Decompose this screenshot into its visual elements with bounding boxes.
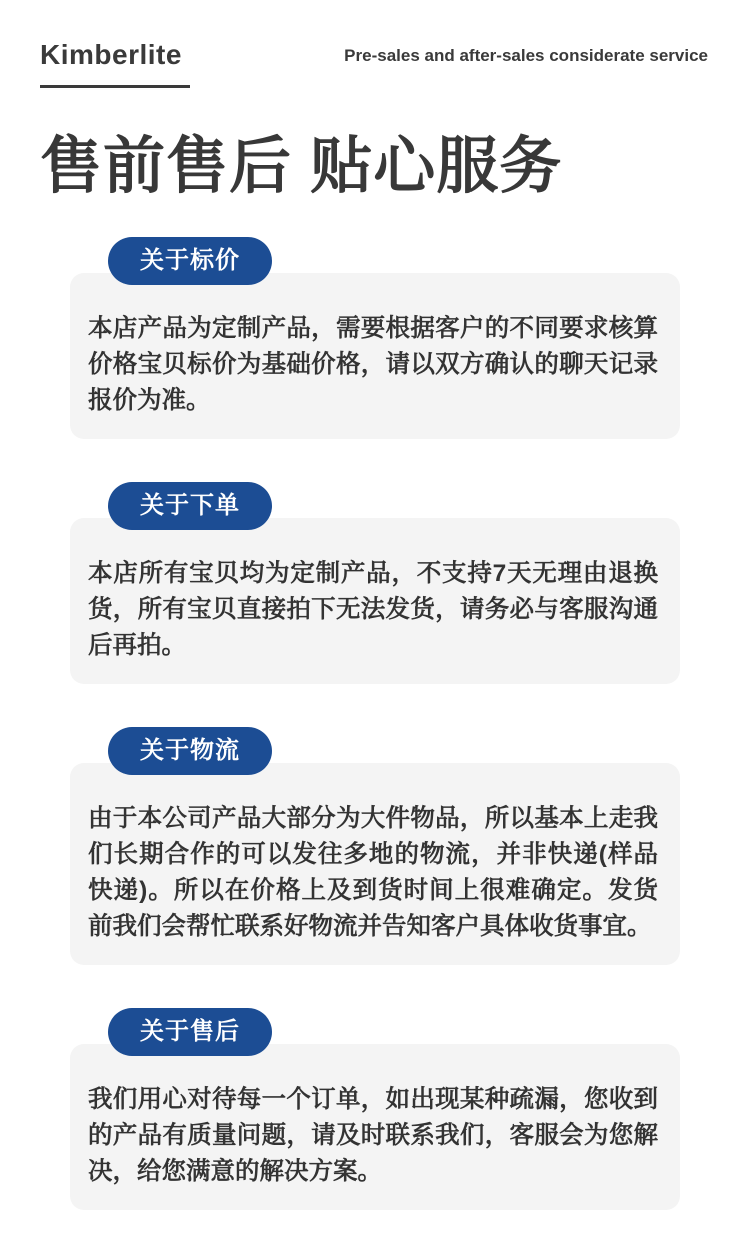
section-pricing-body: 本店产品为定制产品，需要根据客户的不同要求核算价格宝贝标价为基础价格，请以双方确认的聊天记录报价为准。 bbox=[88, 315, 658, 414]
section-ordering-panel bbox=[70, 518, 680, 684]
section-ordering bbox=[70, 482, 680, 684]
section-logistics-panel bbox=[70, 763, 680, 965]
section-ordering-badge: 关于下单 bbox=[108, 482, 272, 530]
section-aftersales-panel bbox=[70, 1044, 680, 1210]
section-logistics bbox=[70, 727, 680, 965]
section-logistics-badge: 关于物流 bbox=[108, 727, 272, 775]
section-pricing-badge: 关于标价 bbox=[108, 237, 272, 285]
section-ordering-body: 本店所有宝贝均为定制产品，不支持7天无理由退换货，所有宝贝直接拍下无法发货，请务必与客服沟通后再拍。 bbox=[88, 560, 658, 659]
section-logistics-body: 由于本公司产品大部分为大件物品，所以基本上走我们长期合作的可以发往多地的物流，并非快递(样品快递)。所以在价格上及到货时间上很难确定。发货前我们会帮忙联系好物流并告知客户具体收货事宜。 bbox=[88, 805, 658, 940]
section-aftersales-body: 我们用心对待每一个订单，如出现某种疏漏，您收到的产品有质量问题，请及时联系我们，客服会为您解决，给您满意的解决方案。 bbox=[88, 1086, 658, 1185]
brand-underline bbox=[40, 85, 190, 88]
page-title: 售前售后 贴心服务 bbox=[40, 132, 563, 201]
section-aftersales-badge: 关于售后 bbox=[108, 1008, 272, 1056]
section-pricing bbox=[70, 237, 680, 439]
page-header bbox=[0, 0, 750, 88]
section-pricing-panel bbox=[70, 273, 680, 439]
service-sections bbox=[70, 237, 680, 1210]
section-aftersales bbox=[70, 1008, 680, 1210]
header-tagline: Pre-sales and after-sales considerate service bbox=[344, 46, 708, 65]
brand-logo: Kimberlite bbox=[40, 39, 182, 70]
